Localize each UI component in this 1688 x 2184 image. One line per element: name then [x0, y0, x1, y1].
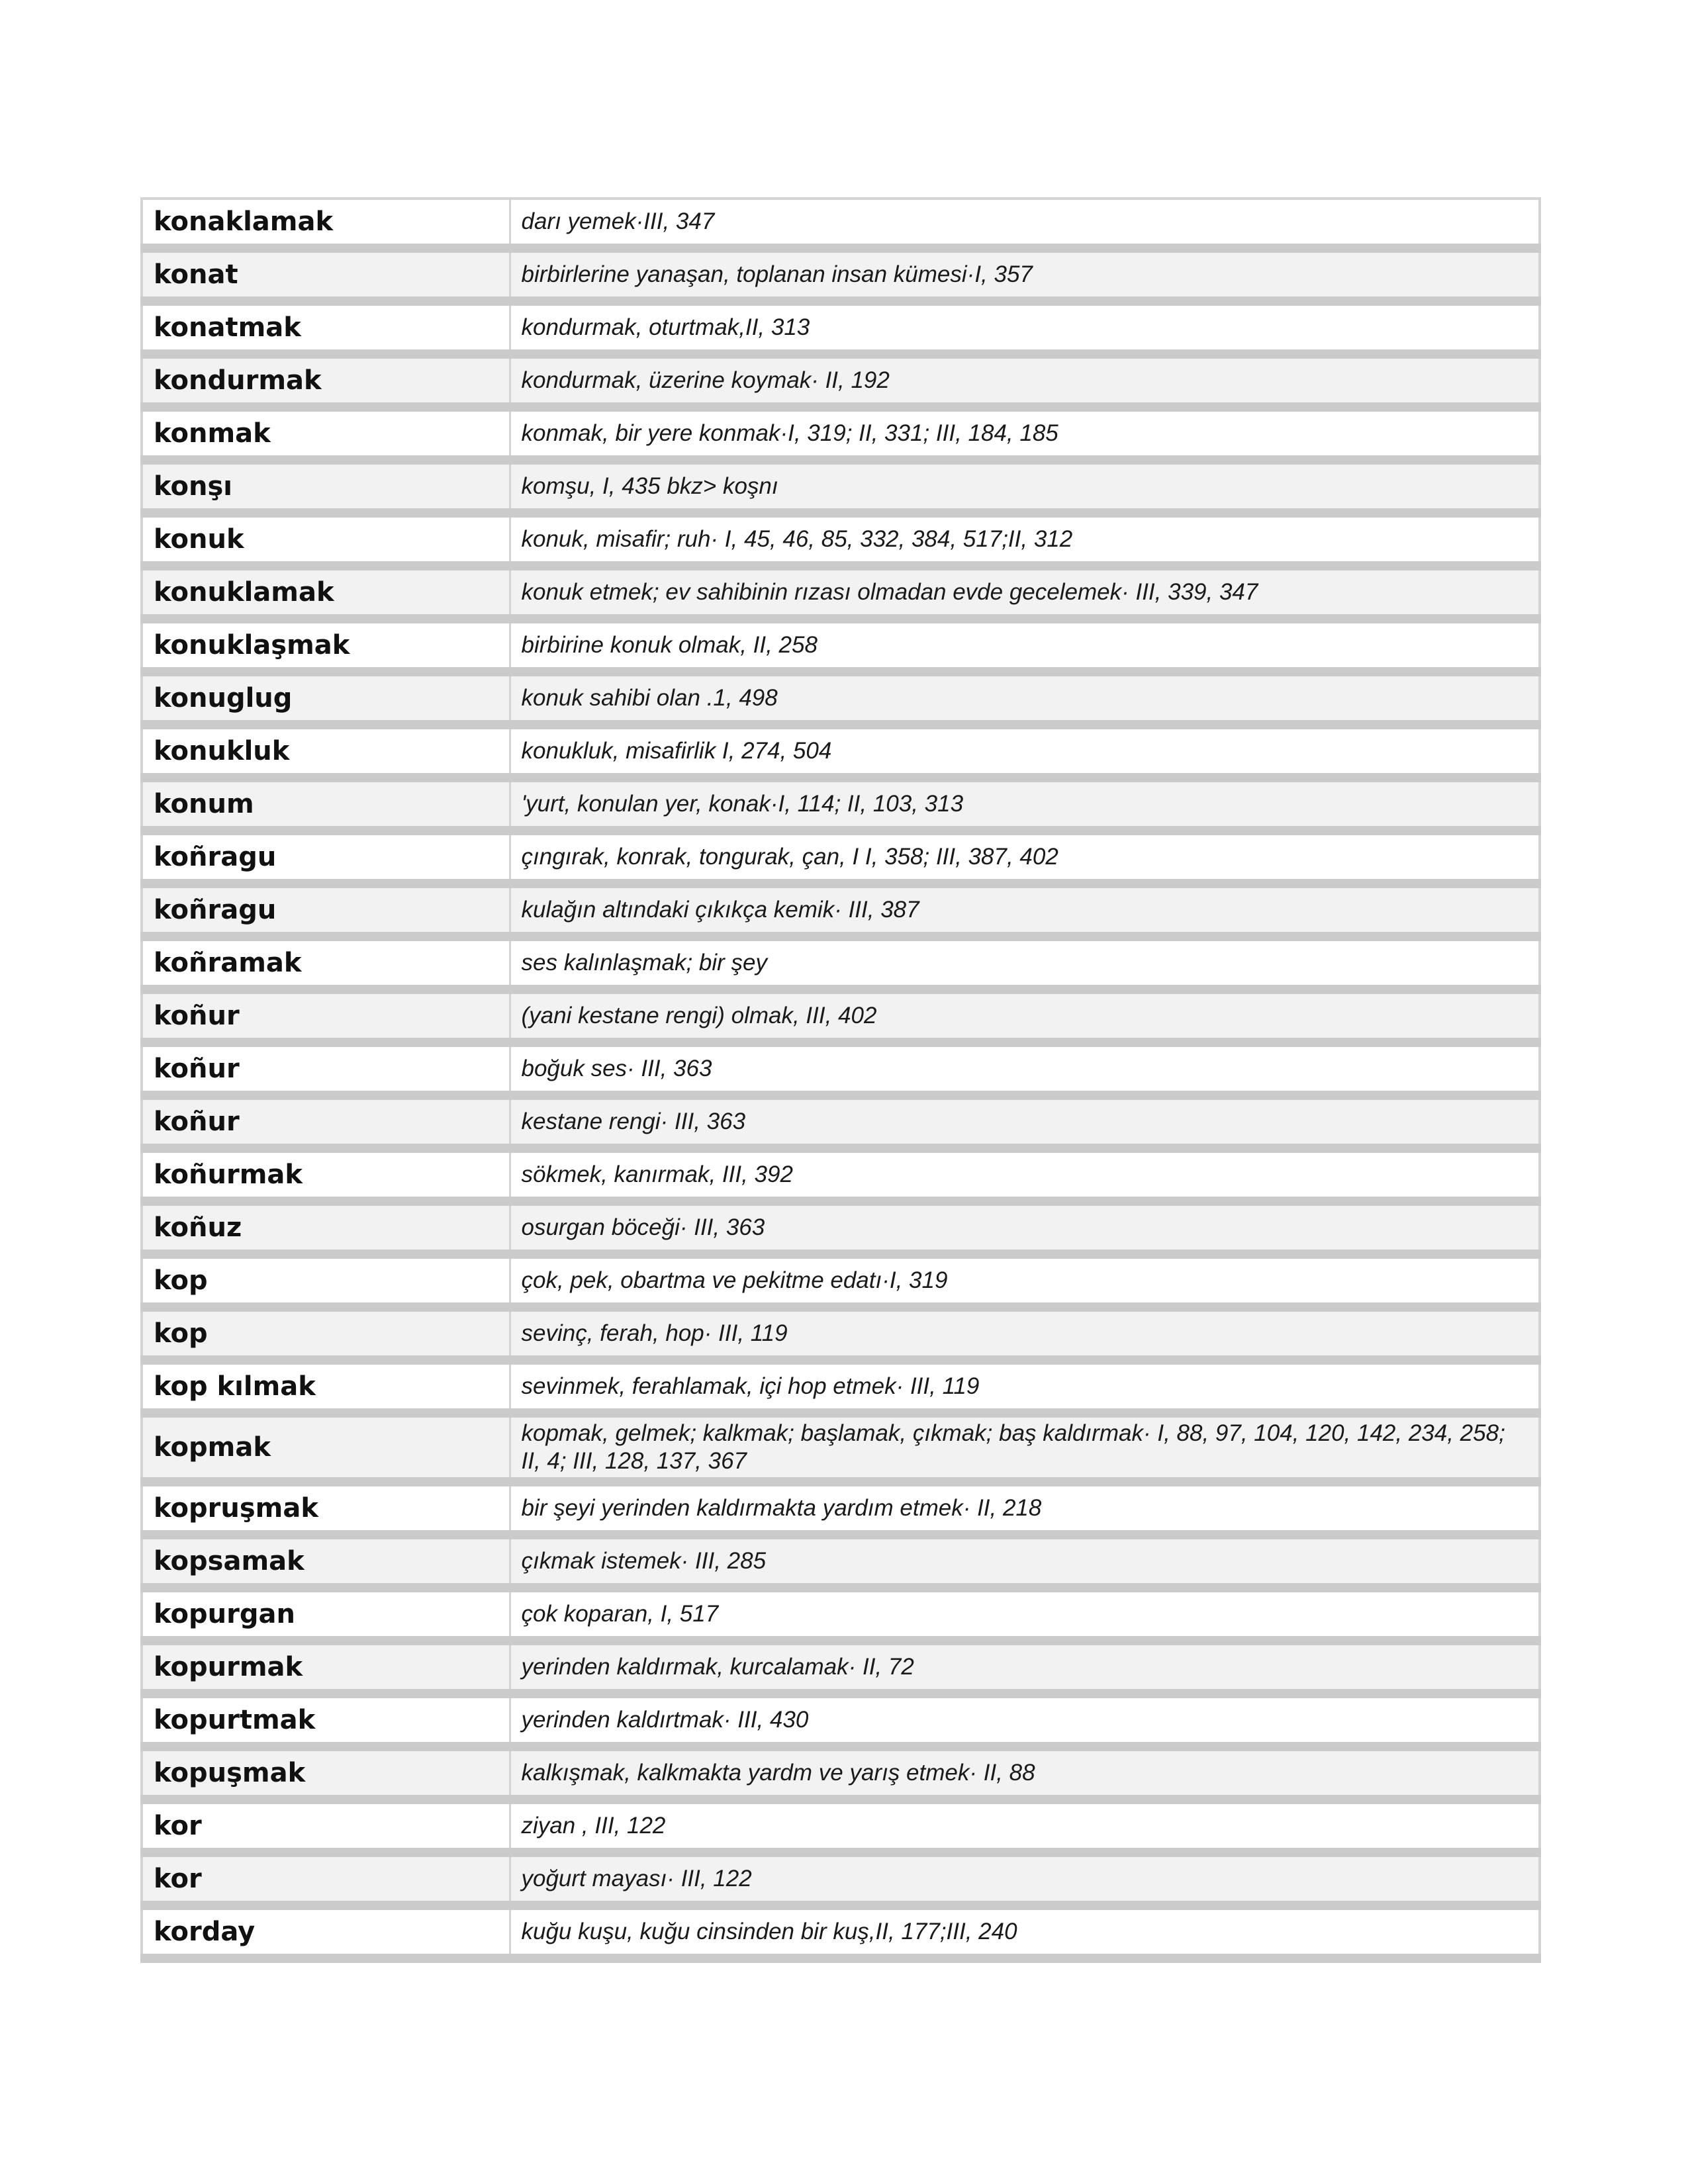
entry-word: koñragu — [142, 831, 510, 884]
entry-word: konatmak — [142, 301, 510, 354]
entry-word: konuk — [142, 513, 510, 566]
table-row — [142, 1641, 1540, 1694]
entry-definition: kondurmak, üzerine koymak· II, 192 — [510, 354, 1540, 407]
table-row — [142, 1747, 1540, 1799]
table-row — [142, 1201, 1540, 1254]
table-row — [142, 1413, 1540, 1482]
entry-word: kopurmak — [142, 1641, 510, 1694]
entry-definition: boğuk ses· III, 363 — [510, 1042, 1540, 1095]
entry-definition: ziyan , III, 122 — [510, 1799, 1540, 1852]
entry-definition: konuk etmek; ev sahibinin rızası olmadan evde gecelemek· III, 339, 347 — [510, 566, 1540, 619]
entry-word: koñurmak — [142, 1148, 510, 1201]
table-row — [142, 1148, 1540, 1201]
entry-word: konuklamak — [142, 566, 510, 619]
entry-definition: çok, pek, obartma ve pekitme edatı·I, 319 — [510, 1254, 1540, 1307]
table-row — [142, 248, 1540, 301]
table-row — [142, 619, 1540, 672]
entry-definition: kuğu kuşu, kuğu cinsinden bir kuş,II, 177;III, 240 — [510, 1905, 1540, 1958]
entry-definition: yoğurt mayası· III, 122 — [510, 1852, 1540, 1905]
entry-definition: birbirine konuk olmak, II, 258 — [510, 619, 1540, 672]
entry-word: koñur — [142, 1095, 510, 1148]
entry-word: kopsamak — [142, 1535, 510, 1588]
table-row — [142, 566, 1540, 619]
entry-word: konşı — [142, 460, 510, 513]
entry-word: kop kılmak — [142, 1360, 510, 1413]
table-row — [142, 1852, 1540, 1905]
table-row — [142, 672, 1540, 725]
entry-definition: konuk sahibi olan .1, 498 — [510, 672, 1540, 725]
table-row — [142, 460, 1540, 513]
entry-definition: sökmek, kanırmak, III, 392 — [510, 1148, 1540, 1201]
table-row — [142, 831, 1540, 884]
entry-definition: ses kalınlaşmak; bir şey — [510, 936, 1540, 989]
entry-definition: kondurmak, oturtmak,II, 313 — [510, 301, 1540, 354]
table-row — [142, 778, 1540, 831]
table-row — [142, 1588, 1540, 1641]
entry-definition: çok koparan, I, 517 — [510, 1588, 1540, 1641]
entry-word: kondurmak — [142, 354, 510, 407]
entry-word: koñur — [142, 989, 510, 1042]
dictionary-table — [140, 197, 1541, 1963]
entry-definition: bir şeyi yerinden kaldırmakta yardım etmek· II, 218 — [510, 1482, 1540, 1535]
entry-definition: çıngırak, konrak, tongurak, çan, I I, 358; III, 387, 402 — [510, 831, 1540, 884]
table-row — [142, 989, 1540, 1042]
entry-word: konuglug — [142, 672, 510, 725]
entry-word: kopuşmak — [142, 1747, 510, 1799]
entry-definition: yerinden kaldırmak, kurcalamak· II, 72 — [510, 1641, 1540, 1694]
entry-word: konuklaşmak — [142, 619, 510, 672]
entry-definition: birbirlerine yanaşan, toplanan insan kümesi·I, 357 — [510, 248, 1540, 301]
entry-word: kop — [142, 1254, 510, 1307]
table-row — [142, 301, 1540, 354]
entry-word: kopruşmak — [142, 1482, 510, 1535]
entry-word: koñragu — [142, 884, 510, 936]
entry-word: konat — [142, 248, 510, 301]
entry-word: korday — [142, 1905, 510, 1958]
entry-word: konum — [142, 778, 510, 831]
table-row — [142, 1535, 1540, 1588]
entry-definition: konukluk, misafirlik I, 274, 504 — [510, 725, 1540, 778]
table-row — [142, 884, 1540, 936]
table-row — [142, 407, 1540, 460]
table-row — [142, 1254, 1540, 1307]
entry-word: koñramak — [142, 936, 510, 989]
entry-definition: çıkmak istemek· III, 285 — [510, 1535, 1540, 1588]
dictionary-table-body — [142, 199, 1540, 1958]
table-row — [142, 1905, 1540, 1958]
entry-word: kor — [142, 1852, 510, 1905]
table-row — [142, 1482, 1540, 1535]
table-row — [142, 1307, 1540, 1360]
entry-word: kop — [142, 1307, 510, 1360]
table-row — [142, 1799, 1540, 1852]
table-row — [142, 199, 1540, 248]
entry-word: kopmak — [142, 1413, 510, 1482]
table-row — [142, 1095, 1540, 1148]
entry-definition: sevinç, ferah, hop· III, 119 — [510, 1307, 1540, 1360]
table-row — [142, 513, 1540, 566]
entry-definition: (yani kestane rengi) olmak, III, 402 — [510, 989, 1540, 1042]
entry-definition: 'yurt, konulan yer, konak·I, 114; II, 103, 313 — [510, 778, 1540, 831]
entry-definition: kulağın altındaki çıkıkça kemik· III, 387 — [510, 884, 1540, 936]
entry-definition: kalkışmak, kalkmakta yardm ve yarış etmek· II, 88 — [510, 1747, 1540, 1799]
entry-word: kor — [142, 1799, 510, 1852]
entry-definition: konuk, misafir; ruh· I, 45, 46, 85, 332, 384, 517;II, 312 — [510, 513, 1540, 566]
entry-definition: osurgan böceği· III, 363 — [510, 1201, 1540, 1254]
table-row — [142, 936, 1540, 989]
table-row — [142, 1042, 1540, 1095]
entry-definition: kopmak, gelmek; kalkmak; başlamak, çıkmak; baş kaldırmak· I, 88, 97, 104, 120, 142, 234, 258; II, 4; III, 128, 137, 367 — [510, 1413, 1540, 1482]
entry-word: kopurgan — [142, 1588, 510, 1641]
entry-definition: kestane rengi· III, 363 — [510, 1095, 1540, 1148]
entry-word: koñuz — [142, 1201, 510, 1254]
entry-definition: konmak, bir yere konmak·I, 319; II, 331; III, 184, 185 — [510, 407, 1540, 460]
entry-word: konaklamak — [142, 199, 510, 248]
entry-definition: komşu, I, 435 bkz> koşnı — [510, 460, 1540, 513]
entry-word: konukluk — [142, 725, 510, 778]
entry-definition: yerinden kaldırtmak· III, 430 — [510, 1694, 1540, 1747]
entry-word: koñur — [142, 1042, 510, 1095]
entry-word: kopurtmak — [142, 1694, 510, 1747]
table-row — [142, 1694, 1540, 1747]
table-row — [142, 725, 1540, 778]
table-row — [142, 1360, 1540, 1413]
table-row — [142, 354, 1540, 407]
entry-definition: sevinmek, ferahlamak, içi hop etmek· III, 119 — [510, 1360, 1540, 1413]
entry-word: konmak — [142, 407, 510, 460]
entry-definition: darı yemek·III, 347 — [510, 199, 1540, 248]
